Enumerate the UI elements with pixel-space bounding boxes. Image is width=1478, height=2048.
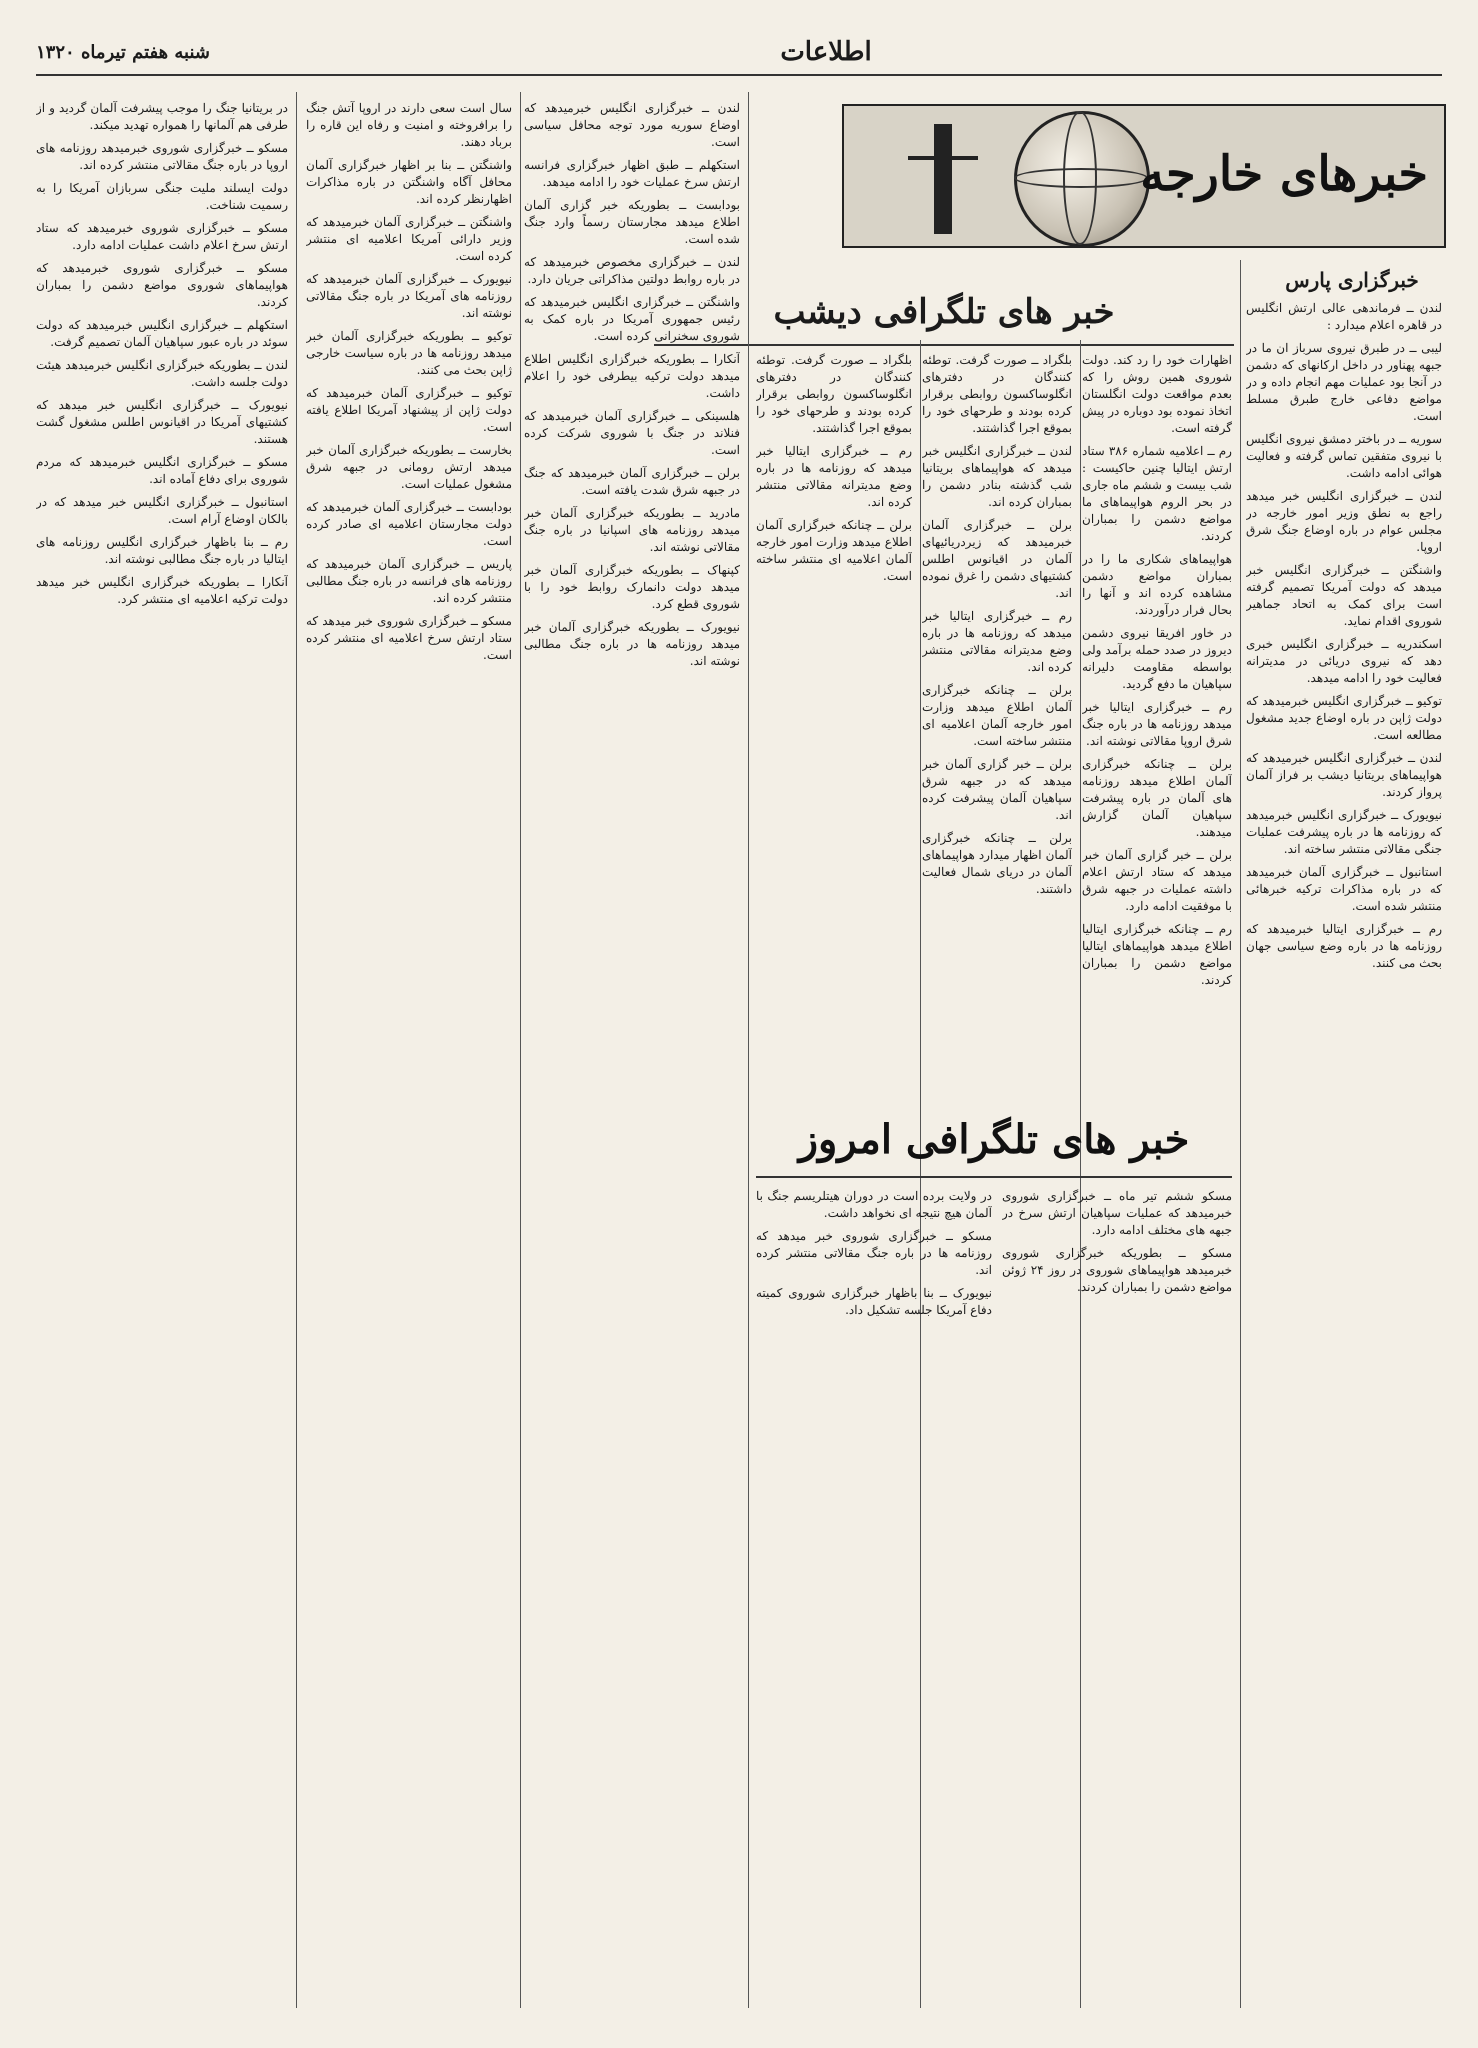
column-rule — [296, 92, 297, 2008]
radio-tower-icon — [934, 124, 952, 234]
column-rule — [748, 92, 749, 2008]
news-item: واشنگتن ــ خبرگزاری انگلیس خبر میدهد که دولت آمریکا تصمیم گرفته است برای کمک به اتحاد جماهیر شوروی اقدام نماید. — [1246, 563, 1442, 628]
news-item: برلن ــ خبرگزاری آلمان خبرمیدهد که زیردریائیهای آلمان در اقیانوس اطلس کشتیهای دشمن را غرق نموده اند. — [922, 518, 1072, 600]
news-item: رم ــ خبرگزاری ایتالیا خبرمیدهد که روزنامه ها در باره وضع سیاسی جهان بحث می کنند. — [1246, 922, 1442, 970]
news-item: بودابست ــ خبرگزاری آلمان خبرمیدهد که دولت مجارستان اعلامیه ای صادر کرده است. — [306, 500, 512, 548]
news-item: نیویورک ــ خبرگزاری آلمان خبرمیدهد که روزنامه های آمریکا در باره جنگ مقالاتی نوشته اند. — [306, 272, 512, 320]
news-item: مسکو ــ خبرگزاری شوروی خبر میدهد که روزنامه ها در باره جنگ مقالاتی منتشر کرده اند. — [756, 1229, 992, 1277]
newspaper-title: اطلاعات — [780, 37, 872, 67]
news-item: سوریه ــ در باختر دمشق نیروی انگلیس با نیروی متفقین تماس گرفته و فعالیت هوائی ادامه داشت. — [1246, 432, 1442, 480]
news-item: استکهلم ــ طبق اظهار خبرگزاری فرانسه ارتش سرخ عملیات خود را ادامه میدهد. — [524, 158, 740, 189]
news-item: برلن ــ خبر گزاری آلمان خبر میدهد که ستاد ارتش اعلام داشته عملیات در جبهه شرق با موفقیت ادامه دارد. — [1082, 848, 1232, 913]
telegraph-yesterday-heading: خبر های تلگرافی دیشب — [773, 292, 1115, 332]
news-item: سال است سعی دارند در اروپا آتش جنگ را برافروخته و امنیت و رفاه این قاره را برباد دهند. — [306, 101, 512, 149]
news-item: توکیو ــ خبرگزاری آلمان خبرمیدهد که دولت ژاپن از پیشنهاد آمریکا اطلاع یافته است. — [306, 386, 512, 434]
column-rule — [520, 92, 521, 2008]
news-item: بلگراد ــ صورت گرفت. توطئه کنندگان در دفترهای انگلوساکسون روابطی برقرار کرده بودند و طرحهای خود را بموقع اجرا گذاشتند. — [922, 353, 1072, 435]
news-item: مسکو ــ خبرگزاری شوروی خبرمیدهد که هواپیماهای شوروی مواضع دشمن را بمباران کردند. — [36, 261, 288, 309]
news-item: رم ــ خبرگزاری ایتالیا خبر میدهد روزنامه ها در باره جنگ شرق اروپا مقالاتی نوشته اند. — [1082, 700, 1232, 748]
news-item: آنکارا ــ بطوریکه خبرگزاری انگلیس اطلاع میدهد دولت ترکیه بیطرفی خود را اعلام داشت. — [524, 352, 740, 400]
news-item: لیبی ــ در طبرق نیروی سرباز ان ما در جبهه پهناور در داخل ارکانهای که دشمن در آنجا بود عملیات مهم انجام داده و در مواضع دفاعی خارج طبرق مسلط است. — [1246, 341, 1442, 423]
issue-date: شنبه هفتم تیرماه ۱۳۲۰ — [36, 41, 211, 63]
news-item: نیویورک ــ بطوریکه خبرگزاری آلمان خبر میدهد روزنامه ها در باره جنگ مطالبی نوشته اند. — [524, 620, 740, 668]
news-item: آنکارا ــ بطوریکه خبرگزاری انگلیس خبر میدهد دولت ترکیه اعلامیه ای منتشر کرد. — [36, 575, 288, 606]
news-item: برلن ــ چنانکه خبرگزاری آلمان اطلاع میدهد وزارت امور خارجه آلمان اعلامیه ای منتشر ساخته است. — [756, 518, 912, 583]
news-item: هواپیماهای شکاری ما را در بمباران مواضع دشمن مشاهده کرده اند و آنها را بحال فرار درآوردند. — [1082, 552, 1232, 617]
news-item: لندن ــ خبرگزاری انگلیس خبر میدهد راجع به نطق وزیر امور خارجه در مجلس عوام در باره اوضاع جنگ شرق اروپا. — [1246, 489, 1442, 554]
page-header — [36, 30, 1442, 76]
news-item: بلگراد ــ صورت گرفت. توطئه کنندگان در دفترهای انگلوساکسون روابطی برقرار کرده بودند و طرحهای خود را بموقع اجرا گذاشتند. — [756, 353, 912, 435]
article-column-4 — [524, 100, 740, 2000]
news-item: لندن ــ خبرگزاری انگلیس خبرمیدهد که هواپیماهای بریتانیا دیشب بر فراز آلمان پرواز کردند. — [1246, 751, 1442, 799]
news-item: لندن ــ بطوریکه خبرگزاری انگلیس خبرمیدهد هیئت دولت جلسه داشت. — [36, 358, 288, 389]
foreign-news-banner — [842, 104, 1446, 248]
article-column-1 — [1246, 300, 1442, 2000]
news-item: بخارست ــ بطوریکه خبرگزاری آلمان خبر میدهد ارتش رومانی در جبهه شرق مشغول عملیات است. — [306, 443, 512, 491]
news-item: نیویورک ــ خبرگزاری انگلیس خبر میدهد که کشتیهای آمریکا در اقیانوس اطلس مشغول گشت هستند. — [36, 398, 288, 446]
today-rule — [756, 1176, 1232, 1178]
pars-agency-heading: خبرگزاری پارس — [1285, 268, 1419, 292]
news-item: مادرید ــ بطوریکه خبرگزاری آلمان خبر میدهد روزنامه های اسپانیا در باره جنگ مقالاتی نوشته اند. — [524, 506, 740, 554]
news-item: در خاور افریقا نیروی دشمن دیروز در صدد حمله برآمد ولی بواسطه مقاومت دلیرانه سپاهیان ما دفع گردید. — [1082, 626, 1232, 691]
news-item: برلن ــ چنانکه خبرگزاری آلمان اظهار میدارد هواپیماهای آلمان در دریای شمال فعالیت داشتند. — [922, 831, 1072, 896]
news-item: در ولایت برده است در دوران هیتلریسم جنگ با آلمان هیچ نتیجه ای نخواهد داشت. — [756, 1189, 992, 1220]
news-item: رم ــ اعلامیه شماره ۳۸۶ ستاد ارتش ایتالیا چنین حاکیست : شب بیست و ششم ماه جاری در بحر الروم هواپیماهای ما مواضع دشمن را بمباران کردند. — [1082, 444, 1232, 543]
news-item: رم ــ چنانکه خبرگزاری ایتالیا اطلاع میدهد هواپیماهای ایتالیا مواضع دشمن را بمباران کردند. — [1082, 922, 1232, 987]
news-item: واشنگتن ــ بنا بر اظهار خبرگزاری آلمان محافل آگاه واشنگتن در باره مذاکرات اظهارنظر کرده اند. — [306, 158, 512, 206]
news-item: برلن ــ چنانکه خبرگزاری آلمان اطلاع میدهد وزارت امور خارجه آلمان اعلامیه ای منتشر ساخته است. — [922, 683, 1072, 748]
news-item: استکهلم ــ خبرگزاری انگلیس خبرمیدهد که دولت سوئد در باره عبور سپاهیان آلمان تصمیم گرفت. — [36, 318, 288, 349]
news-item: دولت ایسلند ملیت جنگی سربازان آمریکا را به رسمیت شناخت. — [36, 181, 288, 212]
news-item: رم ــ بنا باظهار خبرگزاری انگلیس روزنامه های ایتالیا در باره جنگ مطالبی نوشته اند. — [36, 535, 288, 566]
news-item: لندن ــ خبرگزاری انگلیس خبرمیدهد که اوضاع سوریه مورد توجه محافل سیاسی است. — [524, 101, 740, 149]
news-item: نیویورک ــ بنا باظهار خبرگزاری شوروی کمیته دفاع آمریکا جلسه تشکیل داد. — [756, 1286, 992, 1317]
news-item: در بریتانیا جنگ را موجب پیشرفت آلمان گردید و از طرفی هم آلمانها را همواره تهدید میکند. — [36, 101, 288, 132]
news-item: بودابست ــ بطوریکه خبر گزاری آلمان اطلاع میدهد مجارستان رسماً وارد جنگ شده است. — [524, 198, 740, 246]
radio-tower-arm — [908, 156, 978, 160]
news-item: مسکو ــ خبرگزاری شوروی خبرمیدهد روزنامه های اروپا در باره جنگ مقالاتی منتشر کرده اند. — [36, 141, 288, 172]
news-item: برلن ــ خبر گزاری آلمان خبر میدهد که در جبهه شرق سپاهیان آلمان پیشرفت کرده اند. — [922, 757, 1072, 822]
news-item: رم ــ خبرگزاری ایتالیا خبر میدهد که روزنامه ها در باره وضع مدیترانه مقالاتی منتشر کرده اند. — [922, 609, 1072, 674]
news-item: واشنگتن ــ خبرگزاری آلمان خبرمیدهد که وزیر دارائی آمریکا اعلامیه ای منتشر کرده است. — [306, 215, 512, 263]
news-item: پاریس ــ خبرگزاری آلمان خبرمیدهد که روزنامه های فرانسه در باره جنگ مطالبی منتشر کرده اند. — [306, 557, 512, 605]
headline-rule — [654, 344, 1234, 346]
news-item: مسکو ــ خبرگزاری شوروی خبرمیدهد که ستاد ارتش سرخ اعلام داشت عملیات ادامه دارد. — [36, 221, 288, 252]
news-item: برلن ــ خبرگزاری آلمان خبرمیدهد که جنگ در جبهه شرق شدت یافته است. — [524, 466, 740, 497]
news-item: برلن ــ چنانکه خبرگزاری آلمان اطلاع میدهد روزنامه های آلمان در باره پیشرفت سپاهیان آلمان گزارش میدهند. — [1082, 757, 1232, 839]
article-column-3 — [922, 352, 1072, 1068]
article-column-2 — [1082, 352, 1232, 1068]
news-item: مسکو ــ خبرگزاری شوروی خبر میدهد که ستاد ارتش سرخ اعلامیه ای منتشر کرده است. — [306, 614, 512, 662]
news-item: رم ــ خبرگزاری ایتالیا خبر میدهد که روزنامه ها در باره وضع مدیترانه مقالاتی منتشر کرده اند. — [756, 444, 912, 509]
news-item: اسکندریه ــ خبرگزاری انگلیس خبری دهد که نیروی دریائی در مدیترانه فعالیت خود را ادامه میدهد. — [1246, 637, 1442, 685]
news-item: مسکو ــ بطوریکه خبرگزاری شوروی خبرمیدهد هواپیماهای شوروی در روز ۲۴ ژوئن مواضع دشمن را بمباران کردند. — [1002, 1246, 1232, 1294]
news-item: لندن ــ فرماندهی عالی ارتش انگلیس در قاهره اعلام میدارد : — [1246, 301, 1442, 332]
news-item: مسکو ــ خبرگزاری انگلیس خبرمیدهد که مردم شوروی برای دفاع آماده اند. — [36, 455, 288, 486]
news-item: استانبول ــ خبرگزاری آلمان خبرمیدهد که در باره مذاکرات ترکیه خبرهائی منتشر شده است. — [1246, 865, 1442, 913]
news-item: نیویورک ــ خبرگزاری انگلیس خبرمیدهد که روزنامه ها در باره پیشرفت عملیات جنگی مقالاتی منتشر ساخته اند. — [1246, 808, 1442, 856]
news-item: کپنهاک ــ بطوریکه خبرگزاری آلمان خبر میدهد دولت دانمارک روابط خود را با شوروی قطع کرد. — [524, 563, 740, 611]
news-item: توکیو ــ بطوریکه خبرگزاری آلمان خبر میدهد روزنامه ها در باره سیاست خارجی ژاپن بحث می کنند. — [306, 329, 512, 377]
telegraph-today-heading: خبر های تلگرافی امروز — [798, 1116, 1190, 1163]
news-item: استانبول ــ خبرگزاری انگلیس خبر میدهد که در بالکان اوضاع آرام است. — [36, 495, 288, 526]
news-item: مسکو ششم تیر ماه ــ خبرگزاری شوروی خبرمیدهد که عملیات سپاهیان ارتش سرخ در جبهه های مختلف ادامه دارد. — [1002, 1189, 1232, 1237]
article-column-6 — [36, 100, 288, 2000]
article-column-5 — [306, 100, 512, 2000]
news-item: لندن ــ خبرگزاری مخصوص خبرمیدهد که در باره روابط دولتین مذاکراتی جریان دارد. — [524, 255, 740, 286]
article-column-today-a — [1002, 1188, 1232, 2000]
news-item: اظهارات خود را رد کند. دولت شوروی همین روش را که بعدم مواقعت دولت انگلستان اتخاذ نموده بود دوباره در پیش گرفته است. — [1082, 353, 1232, 435]
banner-title: خبرهای خارجه — [1140, 146, 1428, 202]
news-item: لندن ــ خبرگزاری انگلیس خبر میدهد که هواپیماهای بریتانیا شب گذشته بنادر دشمن را بمباران کرده اند. — [922, 444, 1072, 509]
column-rule — [1240, 260, 1241, 2008]
article-column-today-b — [756, 1188, 992, 2000]
news-item: هلسینکی ــ خبرگزاری آلمان خبرمیدهد که فنلاند در جنگ با شوروی شرکت کرده است. — [524, 409, 740, 457]
article-column-3b — [756, 352, 912, 1068]
news-item: توکیو ــ خبرگزاری انگلیس خبرمیدهد که دولت ژاپن در باره اوضاع جدید مشغول مطالعه است. — [1246, 694, 1442, 742]
globe-equator — [1014, 168, 1148, 188]
news-item: واشنگتن ــ خبرگزاری انگلیس خبرمیدهد که رئیس جمهوری آمریکا در باره کمک به شوروی سخنرانی کرده است. — [524, 295, 740, 343]
